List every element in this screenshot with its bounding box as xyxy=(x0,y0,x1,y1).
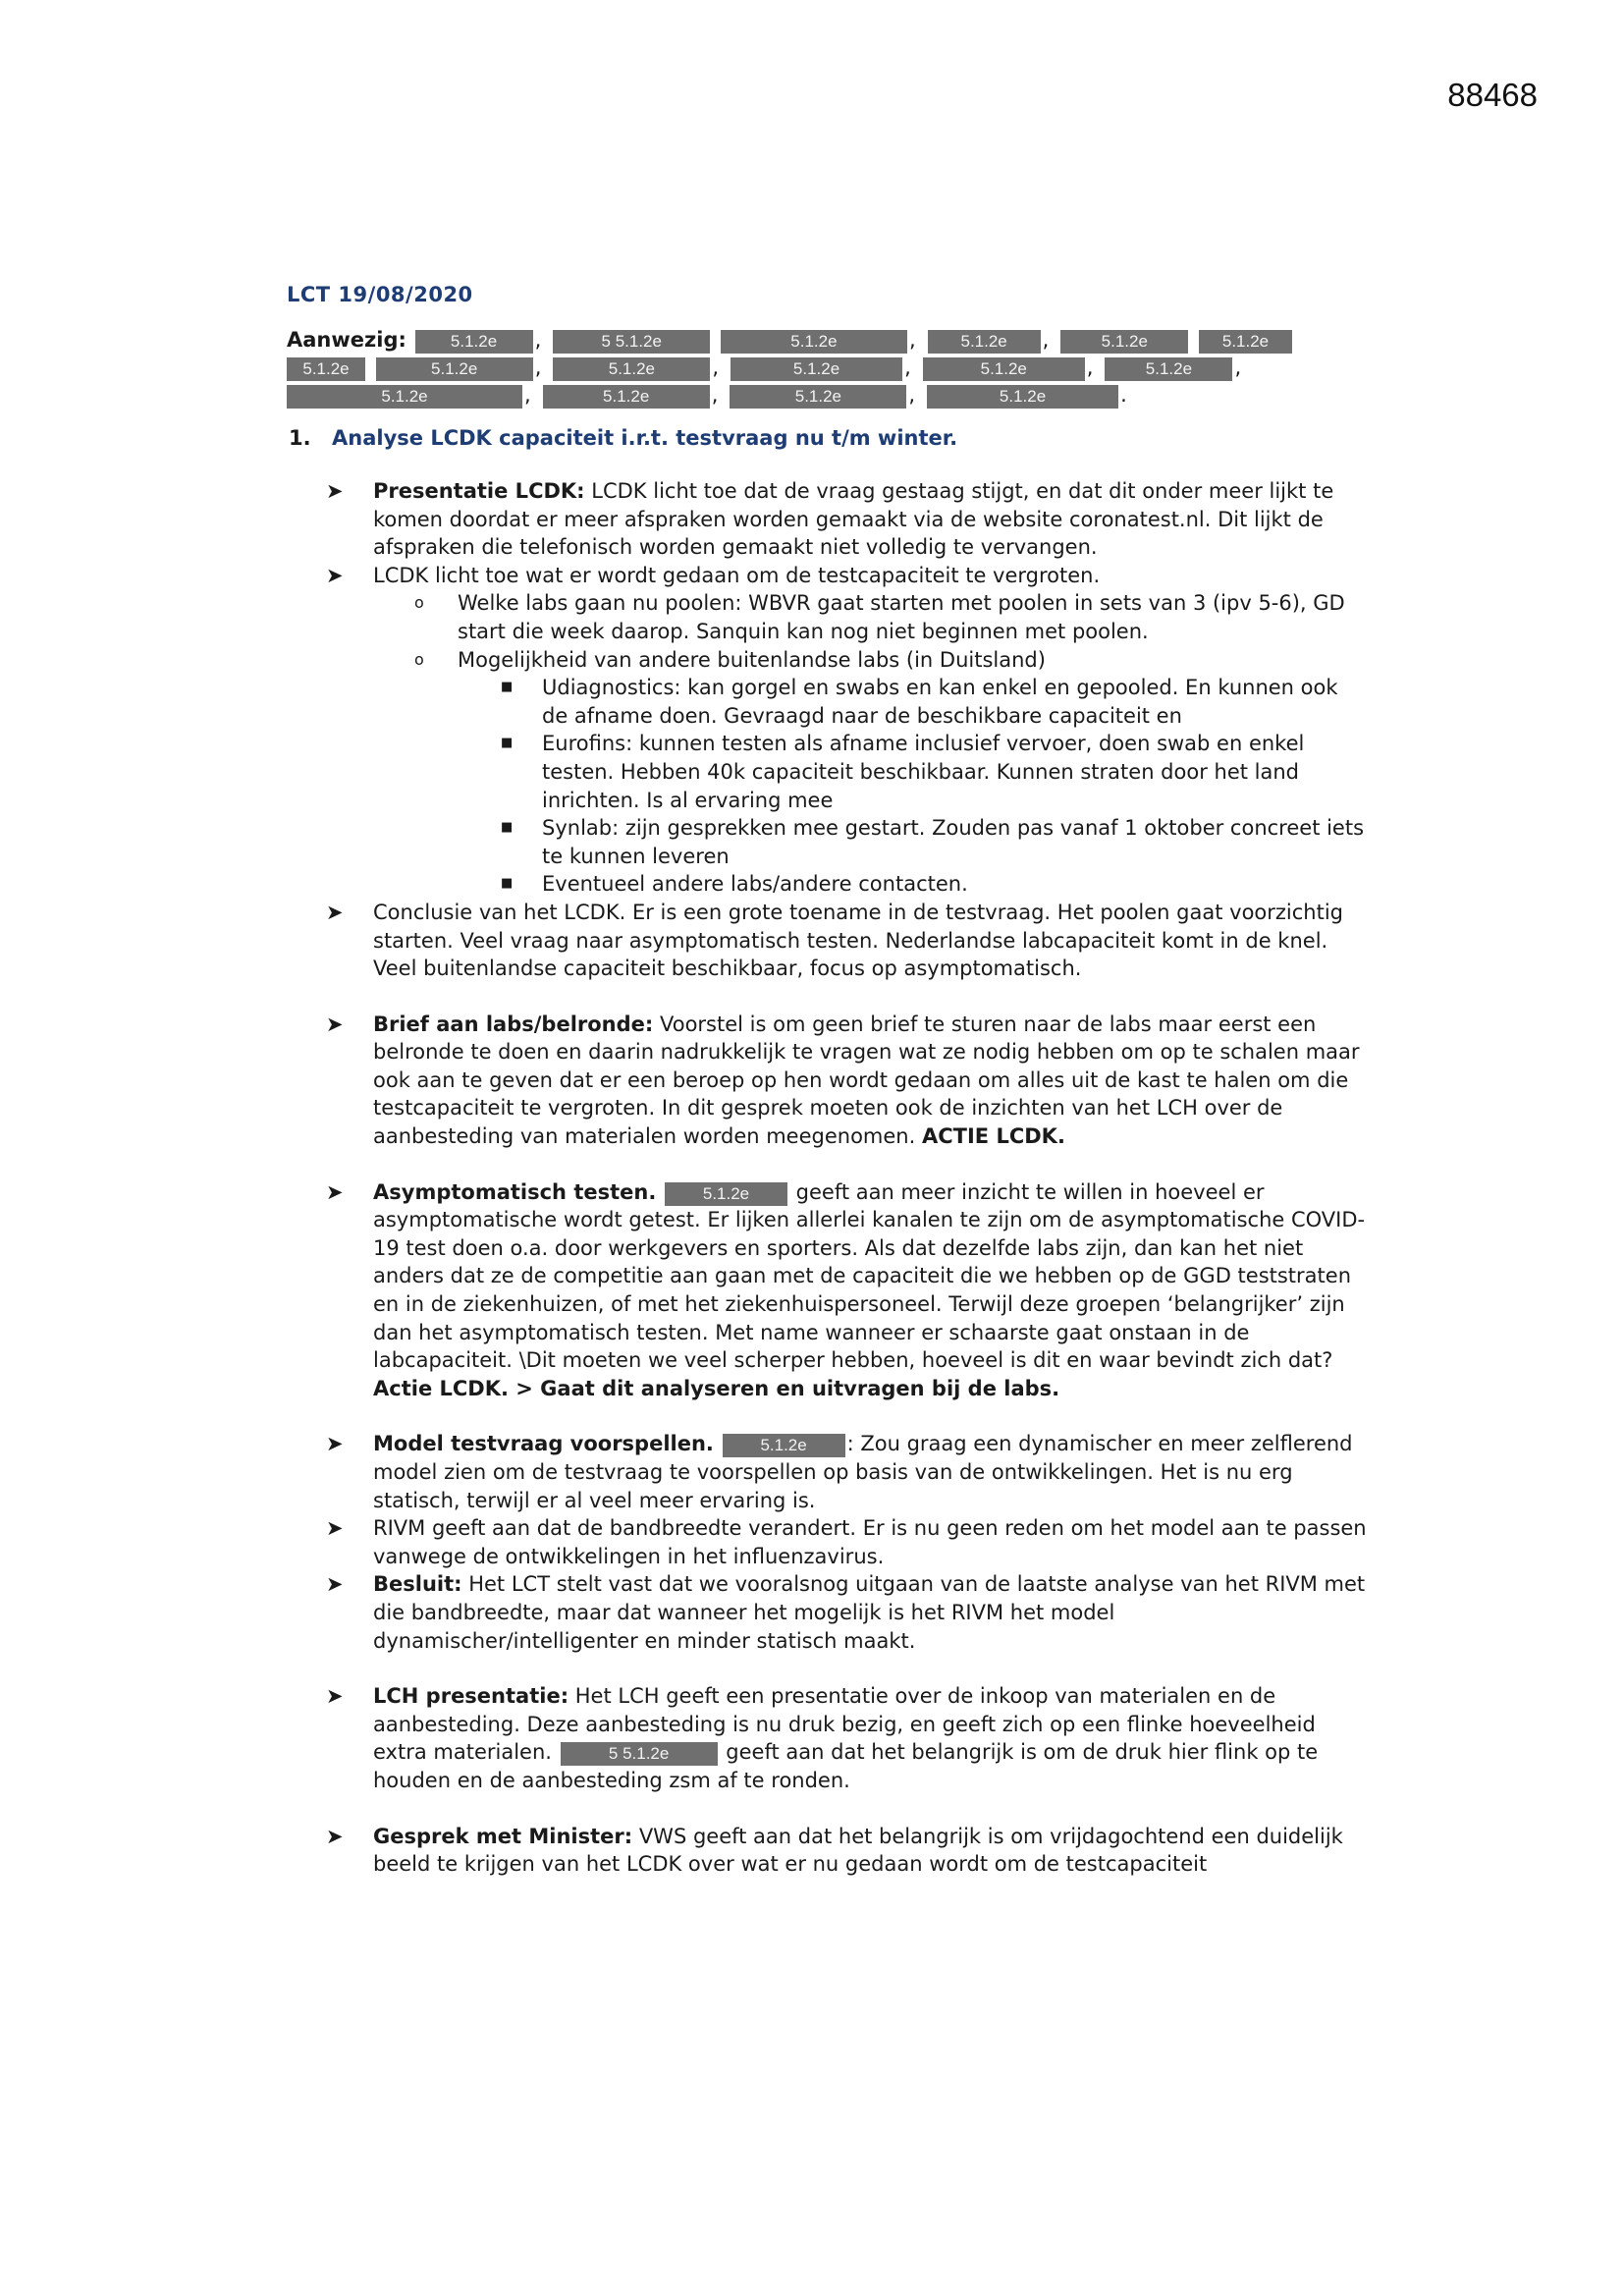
redaction-box: 5.1.2e xyxy=(415,330,533,354)
paragraph-asymptomatisch-testen: ➤ Asymptomatisch testen. 5.1.2e geeft aan meer inzicht te willen in hoeveel er asymptomatische wordt getest. Er lijken allerlei kanalen te zijn om de asymptomatische COVID-19 test doen o.a. door werkgevers en sporters. Als dat dezelfde labs zijn, dan kan het niet anders dat ze de competitie aan gaan met de capaciteit die we hebben op de GGD teststraten en in de ziekenhuizen, of met het ziekenhuispersoneel. Terwijl deze groepen ‘belangrijker’ zijn dan het asymptomatisch testen. Met name wanneer er schaarste gaat onstaan in de labcapaciteit. \Dit moeten we veel scherper hebben, hoeveel is dit en waar bevindt zich dat? Actie LCDK. > Gaat dit analyseren en uitvragen bij de labs. xyxy=(326,1179,1366,1400)
sub-item-buitenlandse-labs: o Mogelijkheid van andere buitenlandse labs (in Duitsland) xyxy=(287,646,1367,675)
arrow-bullet-icon: ➤ xyxy=(326,1824,344,1848)
redaction-box: 5.1.2e xyxy=(1199,330,1292,354)
redaction-box: 5.1.2e xyxy=(1105,357,1232,381)
attendees-label: Aanwezig: xyxy=(287,328,406,352)
paragraph-testcapaciteit: ➤ LCDK licht toe wat er wordt gedaan om de testcapaciteit te vergroten. xyxy=(287,562,1367,590)
document-number: 88468 xyxy=(1447,77,1538,113)
document-body xyxy=(287,283,1367,1879)
circle-bullet-icon: o xyxy=(414,649,424,669)
redaction-box: 5.1.2e xyxy=(665,1182,787,1206)
paragraph-model-testvraag: ➤ Model testvraag voorspellen. 5.1.2e : Zou graag een dynamischer en meer zelflerend model zien om de testvraag te voorspellen op basis van de ontwikkelingen. Het is nu erg statisch, terwijl er al veel meer ervaring is. xyxy=(326,1432,1353,1512)
arrow-bullet-icon: ➤ xyxy=(326,1179,344,1204)
arrow-bullet-icon: ➤ xyxy=(326,479,344,503)
redaction-box: 5.1.2e xyxy=(721,330,907,354)
section-number: 1. xyxy=(289,426,311,450)
sub-sub-item-eurofins: ■ Eurofins: kunnen testen als afname inclusief vervoer, doen swab en enkel testen. Hebben 40k capaciteit beschikbaar. Kunnen straten door het land inrichten. Is al ervaring mee xyxy=(501,732,1305,812)
section-title: Analyse LCDK capaciteit i.r.t. testvraag nu t/m winter. xyxy=(332,426,958,450)
arrow-bullet-icon: ➤ xyxy=(326,900,344,924)
arrow-bullet-icon: ➤ xyxy=(326,1572,344,1597)
redaction-box: 5.1.2e xyxy=(1060,330,1188,354)
arrow-bullet-icon: ➤ xyxy=(326,1011,344,1036)
square-bullet-icon: ■ xyxy=(501,876,514,892)
paragraph-presentatie-lcdk: ➤ Presentatie LCDK: LCDK licht toe dat de vraag gestaag stijgt, en dat dit onder meer lijkt te komen doordat er meer afspraken worden gemaakt via de website coronatest.nl. Dit lijkt de afspraken die telefonisch worden gemaakt niet volledig te vervangen. xyxy=(326,479,1334,560)
paragraph-rivm-bandbreedte: ➤ RIVM geeft aan dat de bandbreedte verandert. Er is nu geen reden om het model aan te passen vanwege de ontwikkelingen in het influenzavirus. xyxy=(326,1516,1367,1568)
square-bullet-icon: ■ xyxy=(501,680,514,695)
arrow-bullet-icon: ➤ xyxy=(326,1684,344,1709)
sub-item-poolen: o Welke labs gaan nu poolen: WBVR gaat starten met poolen in sets van 3 (ipv 5-6), GD start die week daarop. Sanquin kan nog niet beginnen met poolen. xyxy=(414,591,1345,643)
redaction-box: 5.1.2e xyxy=(923,357,1085,381)
sub-sub-item-synlab: ■ Synlab: zijn gesprekken mee gestart. Zouden pas vanaf 1 oktober concreet iets te kunnen leveren xyxy=(501,816,1365,868)
redaction-box: 5 5.1.2e xyxy=(553,330,710,354)
redaction-box: 5.1.2e xyxy=(376,357,533,381)
redaction-box: 5.1.2e xyxy=(928,330,1041,354)
document-title: LCT 19/08/2020 xyxy=(287,283,473,306)
arrow-bullet-icon: ➤ xyxy=(326,563,344,587)
circle-bullet-icon: o xyxy=(414,593,424,613)
paragraph-besluit: ➤ Besluit: Het LCT stelt vast dat we vooralsnog uitgaan van de laatste analyse van het RIVM met die bandbreedte, maar dat wanneer het mogelijk is het RIVM het model dynamischer/intelligenter en minder statisch maakt. xyxy=(326,1572,1366,1653)
arrow-bullet-icon: ➤ xyxy=(326,1516,344,1541)
redaction-box: 5.1.2e xyxy=(543,385,710,409)
sub-sub-item-andere-labs: ■ Eventueel andere labs/andere contacten. xyxy=(287,870,1367,899)
attendees-list: Aanwezig: 5.1.2e , 5 5.1.2e 5.1.2e , 5.1.2e , 5.1.2e 5.1.2e 5.1.2e 5.1.2e , 5.1.2e , 5.1.2e , 5.1.2e , 5.1.2e , 5.1.2e , 5.1.2e , 5.1.2e , 5.1.2e . xyxy=(287,326,1337,409)
sub-sub-item-udiagnostics: ■ Udiagnostics: kan gorgel en swabs en kan enkel en gepooled. En kunnen ook de afname doen. Gevraagd naar de beschikbare capaciteit en xyxy=(501,676,1338,728)
redaction-box: 5.1.2e xyxy=(731,357,902,381)
redaction-box: 5.1.2e xyxy=(287,385,522,409)
redaction-box: 5.1.2e xyxy=(553,357,710,381)
arrow-bullet-icon: ➤ xyxy=(326,1432,344,1456)
redaction-box: 5.1.2e xyxy=(287,357,365,381)
paragraph-lch-presentatie: ➤ LCH presentatie: Het LCH geeft een presentatie over de inkoop van materialen en de aanbesteding. Deze aanbesteding is nu druk bezig, en geeft zich op een flinke hoeveelheid extra materialen. 5 5.1.2e geeft aan dat het belangrijk is om de druk hier flink op te houden en de aanbesteding zsm af te ronden. xyxy=(326,1684,1319,1792)
paragraph-gesprek-minister: ➤ Gesprek met Minister: VWS geeft aan dat het belangrijk is om vrijdagochtend een duidelijk beeld te krijgen van het LCDK over wat er nu gedaan wordt om de testcapaciteit xyxy=(326,1824,1343,1877)
square-bullet-icon: ■ xyxy=(501,820,514,836)
paragraph-conclusie: ➤ Conclusie van het LCDK. Er is een grote toename in de testvraag. Het poolen gaat voorzichtig starten. Veel vraag naar asymptomatisch testen. Nederlandse labcapaciteit komt in de knel. Veel buitenlandse capaciteit beschikbaar, focus op asymptomatisch. xyxy=(326,900,1344,981)
redaction-box: 5.1.2e xyxy=(730,385,906,409)
redaction-box: 5 5.1.2e xyxy=(561,1742,718,1766)
redaction-box: 5.1.2e xyxy=(723,1434,845,1457)
redaction-box: 5.1.2e xyxy=(927,385,1118,409)
square-bullet-icon: ■ xyxy=(501,736,514,751)
paragraph-brief-aan-labs: ➤ Brief aan labs/belronde: Voorstel is om geen brief te sturen naar de labs maar eerst een belronde te doen en daarin nadrukkelijk te vragen wat ze nodig hebben om op te schalen maar ook aan te geven dat er een beroep op hen wordt gedaan om alles uit de kast te halen om die testcapaciteit te vergroten. In dit gesprek moeten ook de inzichten van het LCH over de aanbesteding van materialen worden meegenomen. ACTIE LCDK. xyxy=(326,1011,1360,1149)
section-heading xyxy=(289,426,1367,450)
